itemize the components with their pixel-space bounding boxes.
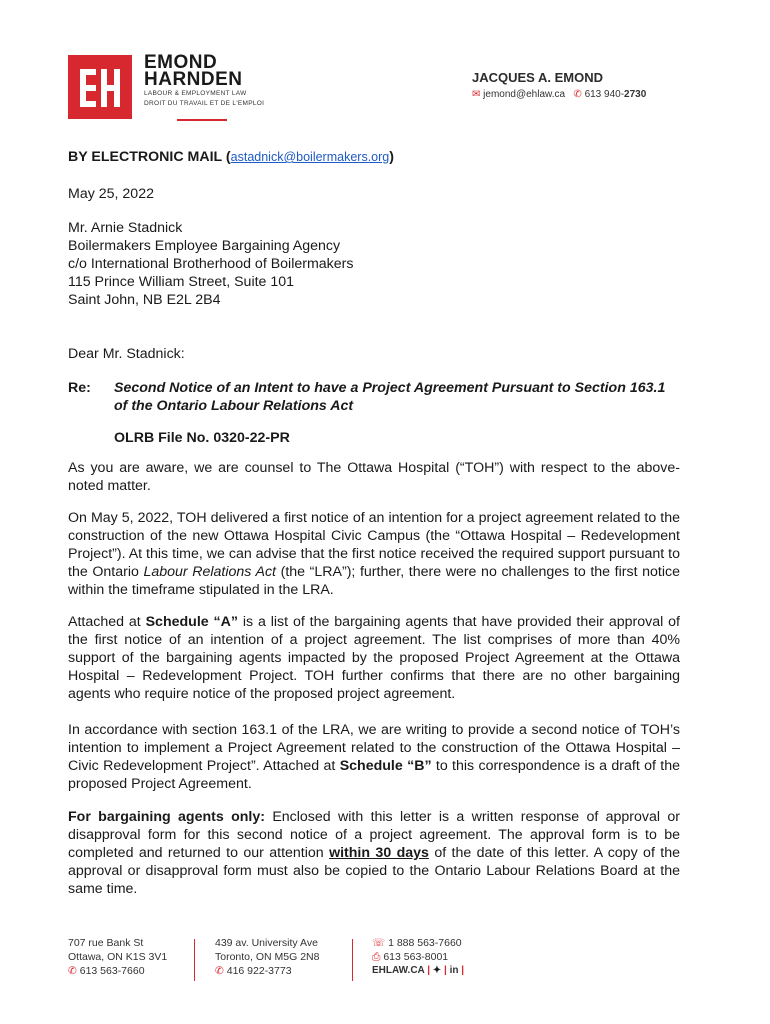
office1-street: 707 rue Bank St — [68, 937, 144, 949]
address-line1: Mr. Arnie Stadnick — [68, 220, 183, 236]
paragraph-3: Attached at Schedule “A” is a list of the bargaining agents that have provided their approval of the first notice of an intention of a project agreement. The list comprises of more than 40% support of the bargaining agents impacted by the proposed Project Agreement at the Ottawa Hospital – Redevelopment Project. TOH further confirms that there are no other bargaining agents who require notice of the proposed project agreement. — [68, 614, 680, 702]
footer-office-toronto — [215, 936, 319, 978]
address-line5: Saint John, NB E2L 2B4 — [68, 292, 221, 308]
paragraph-1: As you are aware, we are counsel to The Ottawa Hospital (“TOH”) with respect to the above-noted matter. — [68, 460, 680, 494]
footer-divider — [352, 939, 353, 981]
author-phone-prefix: 613 940- — [584, 89, 625, 100]
delivery-line — [68, 148, 394, 166]
author-name: JACQUES A. EMOND — [472, 70, 603, 85]
phone-icon: ✆ — [68, 965, 77, 977]
address-line2: Boilermakers Employee Bargaining Agency — [68, 238, 341, 254]
address-line4: 115 Prince William Street, Suite 101 — [68, 274, 295, 290]
office2-street: 439 av. University Ave — [215, 937, 318, 949]
linkedin-icon[interactable]: in — [449, 965, 459, 976]
logo-sub2: DROIT DU TRAVAIL ET DE L'EMPLOI — [144, 100, 265, 107]
re-label: Re: — [68, 380, 91, 396]
author-contact — [472, 89, 646, 100]
office1-phone: 613 563-7660 — [79, 965, 145, 977]
phone-icon: ✆ — [215, 965, 224, 977]
delivery-label: BY ELECTRONIC MAIL ( — [68, 149, 231, 165]
author-phone-ext: 2730 — [624, 89, 647, 100]
twitter-icon[interactable]: ✦ — [432, 965, 442, 976]
footer-divider — [194, 939, 195, 981]
office1-city: Ottawa, ON K1S 3V1 — [68, 951, 168, 963]
address-line3: c/o International Brotherhood of Boilermakers — [68, 256, 354, 272]
author-email[interactable]: jemond@ehlaw.ca — [483, 89, 566, 100]
paragraph-2: On May 5, 2022, TOH delivered a first notice of an intention for a project agreement related to the construction of the new Ottawa Hospital Civic Campus (the “Ottawa Hospital – Redevelopment Project”). At this time, we can advise that the first notice received the required support pursuant to the Ontario Labour Relations Act (the “LRA”); further, there were no challenges to the first notice within the timeframe stipulated in the LRA. — [68, 510, 680, 598]
re-title: Second Notice of an Intent to have a Project Agreement Pursuant to Section 163.1 of the Ontario Labour Relations Act — [114, 380, 666, 414]
delivery-close: ) — [389, 149, 394, 165]
firm-logo-text — [144, 54, 264, 108]
tollfree-number: 1 888 563-7660 — [388, 937, 462, 949]
logo-line2: HARNDEN — [144, 69, 243, 90]
recipient-email-link[interactable]: astadnick@boilermakers.org — [230, 150, 390, 164]
eh-logo-icon — [68, 55, 132, 119]
salutation: Dear Mr. Stadnick: — [68, 346, 185, 362]
logo-sub1: LABOUR & EMPLOYMENT LAW — [144, 90, 247, 97]
logo-underline — [177, 119, 227, 121]
letter-date: May 25, 2022 — [68, 186, 154, 202]
fax-icon: ⎙ — [372, 951, 381, 963]
website-link[interactable]: EHLAW.CA — [372, 965, 425, 976]
file-number: OLRB File No. 0320-22-PR — [114, 430, 290, 446]
envelope-icon: ✉ — [472, 89, 481, 100]
logo-line1: EMOND — [144, 52, 218, 73]
fax-number: 613 563-8001 — [383, 951, 449, 963]
recipient-address — [68, 219, 353, 309]
office2-city: Toronto, ON M5G 2N8 — [215, 951, 320, 963]
paragraph-5: For bargaining agents only: Enclosed with this letter is a written response of approval or disapproval form for this second notice of a project agreement. The approval form is to be completed and returned to our attention within 30 days of the date of this letter. A copy of the approval or disapproval form must also be copied to the Ontario Labour Relations Board at the same time. — [68, 809, 680, 897]
footer-office-ottawa — [68, 936, 167, 978]
tollfree-icon: ☏ — [372, 937, 386, 949]
firm-logo-mark — [68, 55, 132, 119]
phone-icon: ✆ — [573, 89, 582, 100]
footer-contact: ☏ 1 888 563-7660 ⎙ 613 563-8001 EHLAW.CA | ✦ | in | — [372, 937, 465, 976]
office2-phone: 416 922-3773 — [226, 965, 292, 977]
paragraph-4: In accordance with section 163.1 of the LRA, we are writing to provide a second notice of TOH’s intention to implement a Project Agreement related to the construction of the Ottawa Hospital – Civic Redevelopment Project”. Attached at Schedule “B” to this correspondence is a draft of the proposed Project Agreement. — [68, 722, 680, 792]
